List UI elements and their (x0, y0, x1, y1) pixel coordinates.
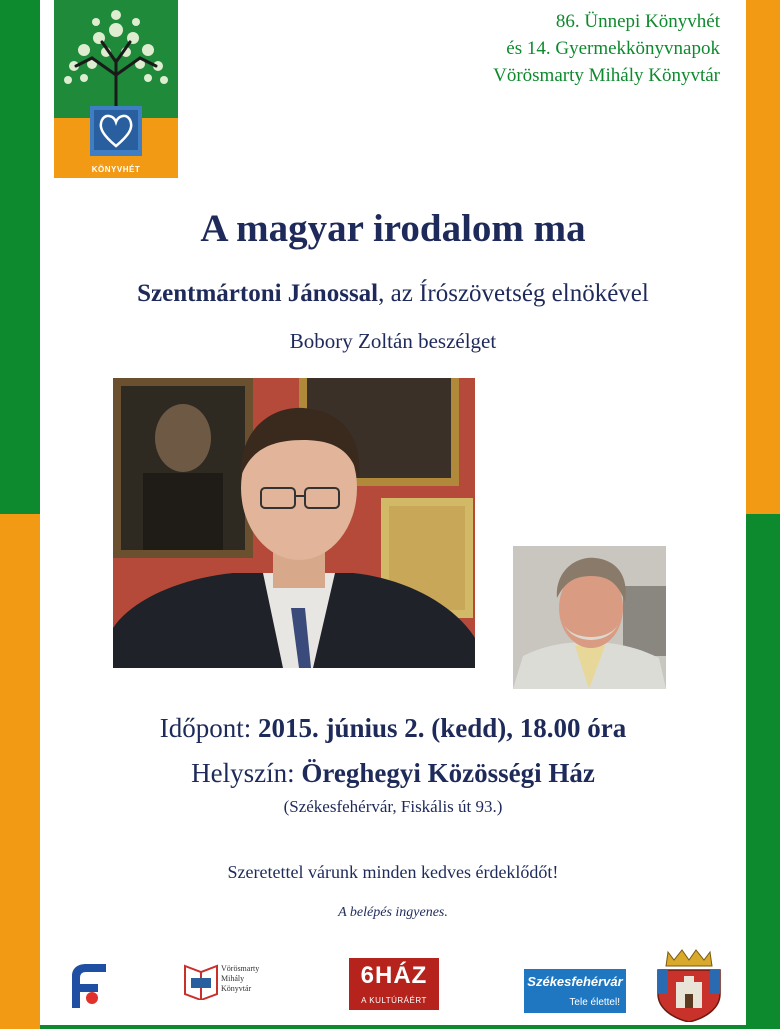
city-slogan: Tele élettel! (569, 997, 620, 1008)
vmk-name: Vörösmarty Mihály Könyvtár (221, 964, 260, 993)
event-place (40, 758, 746, 789)
time-value: 2015. június 2. (kedd), 18.00 óra (257, 713, 627, 743)
event-address: (Székesfehérvár, Fiskális út 93.) (283, 797, 503, 816)
sponsor-vmk-logo (183, 960, 283, 1004)
book-tree-icon (54, 0, 178, 178)
childrens-book-days: és 14. Gyermekkönyvnapok (506, 38, 720, 59)
library-name: Vörösmarty Mihály Könyvtár (493, 65, 720, 86)
sponsor-f-logo (68, 962, 108, 1008)
vmk-book-icon (183, 960, 219, 1000)
moderator-line: Bobory Zoltán beszélget (289, 329, 497, 353)
konyvhet-logo-text: KÖNYVHÉT (91, 165, 141, 174)
guest-role: , az Írószövetség elnökével (378, 280, 649, 307)
place-label: Helyszín: (191, 758, 302, 788)
orange-band-right (746, 0, 780, 514)
entry-note: A belépés ingyenes. (338, 905, 448, 920)
guest-photo (113, 378, 475, 668)
green-band-left (0, 0, 40, 514)
event-time (40, 713, 746, 744)
sponsor-6haz-logo (349, 958, 439, 1010)
place-value: Öreghegyi Közösségi Ház (301, 758, 595, 788)
event-header (493, 8, 720, 89)
6haz-tagline: A KULTÚRÁÉRT (361, 996, 427, 1005)
welcome-text: Szeretettel várunk minden kedves érdeklődőt! (227, 862, 559, 882)
guest-name: Szentmártoni Jánossal (137, 280, 379, 307)
moderator-photo (513, 546, 666, 689)
green-band-bottom (40, 1025, 746, 1029)
guest-line (40, 280, 746, 308)
6haz-name: 6HÁZ (360, 962, 428, 989)
festival-name: 86. Ünnepi Könyvhét (555, 11, 720, 32)
orange-band-left (0, 514, 40, 1029)
green-band-right (746, 514, 780, 1029)
city-name: Székesfehérvár (527, 974, 623, 989)
sponsor-szekesfehervar-logo (524, 969, 626, 1013)
time-label: Időpont: (159, 713, 258, 743)
coat-of-arms-icon (654, 948, 724, 1022)
page-title: A magyar irodalom ma (200, 207, 586, 250)
konyvhet-logo (54, 0, 178, 178)
